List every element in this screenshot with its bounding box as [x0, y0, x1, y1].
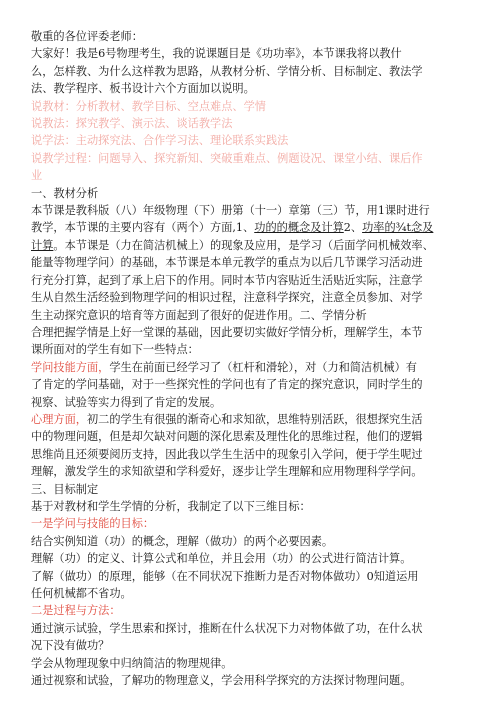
text-line: [31, 63, 469, 80]
text-line: [31, 394, 469, 411]
text-line: [31, 463, 469, 480]
text-line: [31, 289, 469, 306]
text-segment: 合理把握学情是上好一堂课的基础，因此要切实做好学情分析，理解学生，本节: [31, 325, 423, 339]
text-line: [31, 585, 469, 602]
text-segment: 么，怎样教、为什么这样教为思路，从教材分析、学情分析、目标制定、教法学: [31, 64, 423, 78]
text-segment: 课所面对的学生有如下一些特点：: [31, 343, 199, 357]
text-segment: 理解（功）的定义、计算公式和单位，并且会用（功）的公式进行简洁计算。: [31, 552, 412, 566]
text-line: [31, 498, 469, 515]
text-segment: 2、: [343, 221, 363, 235]
text-line: [31, 272, 469, 289]
text-segment: 通过演示试验，学生思索和探讨，推断在什么状况下力对物体做了功，在什么状: [31, 621, 423, 635]
text-line: [31, 446, 469, 463]
text-segment: 。本节课是（力在简洁机械上）的现象及应用，是学习（后面学问机械效率、: [53, 238, 434, 252]
text-segment: 理解，激发学生的求知欲望和学科爱好，逐步让学生理解和应用物理科学学问。: [31, 465, 423, 479]
text-segment: 任何机械都不省功。: [31, 587, 132, 600]
text-segment: 学会从物理现象中归纳简洁的物理规律。: [31, 656, 233, 670]
text-segment: 通过视察和试验，了解功的物理意义，学会用科学探究的方法探讨物理问题。: [31, 674, 412, 688]
text-line: [31, 602, 469, 619]
text-line: [31, 167, 469, 184]
text-segment: 一是学问与技能的目标：: [31, 517, 155, 531]
text-line: [31, 254, 469, 271]
text-line: [31, 428, 469, 445]
text-segment: 生主动探究意识的培育等方面起到了很好的促进作用。二、学情分析: [31, 308, 367, 322]
text-line: [31, 550, 469, 567]
text-segment: 结合实例知道（功）的概念，理解（做功）的两个必要因素。: [31, 534, 334, 548]
text-line: [31, 132, 469, 149]
text-segment: 学问技能方面，: [31, 360, 110, 374]
text-segment: 能量等物理学问）的基础，本节课是本单元教学的重点为以后几节课学习活动进: [31, 256, 423, 270]
text-segment: 一、教材分析: [31, 186, 99, 200]
text-line: [31, 324, 469, 341]
text-line: [31, 620, 469, 637]
text-line: [31, 115, 469, 132]
text-line: [31, 45, 469, 62]
text-line: [31, 307, 469, 324]
text-segment: 功的的概念及计算: [254, 221, 344, 235]
text-line: [31, 481, 469, 498]
text-line: [31, 568, 469, 585]
text-line: [31, 655, 469, 672]
text-segment: 中的物理问题，但是却欠缺对问题的深化思索及理性化的思维过程，他们的逻辑: [31, 430, 423, 444]
text-segment: 况下没有做功？: [31, 639, 110, 653]
text-segment: 了肯定的学问基础，对于一些探究性的学问也有了肯定的探究意识，同时学生的: [31, 378, 423, 392]
text-segment: 生从自然生活经验到物理学问的相识过程，注意科学探究，注意全员参加、对学: [31, 291, 423, 305]
text-line: [31, 80, 469, 97]
text-segment: 学生在前面已经学习了（杠杆和滑轮），对（力和简洁机械）有: [109, 360, 417, 374]
text-segment: 敬重的各位评委老师：: [31, 30, 143, 43]
text-segment: 法、教学程序、板书设计六个方面加以说明。: [31, 82, 255, 96]
text-segment: 大家好！我是6号物理考生，我的说课题目是《功功率》，本节课我将以教什: [31, 47, 402, 61]
text-line: [31, 150, 469, 167]
text-segment: 计算: [31, 238, 54, 252]
text-segment: 功率的¾t念及: [362, 221, 434, 235]
text-line: [31, 376, 469, 393]
text-line: [31, 672, 469, 689]
text-line: [31, 219, 469, 236]
text-segment: 说教材：分析教材、教学目标、空点难点、学情: [31, 99, 266, 113]
text-line: [31, 28, 469, 45]
text-segment: 基于对教材和学生学情的分析，我制定了以下三维目标：: [31, 499, 311, 513]
text-line: [31, 533, 469, 550]
text-segment: 本节课是教科版（八）年级物理（下）册第（十一）章第（三）节，用1课时进行: [31, 204, 430, 218]
text-segment: 了解（做功）的原理，能够（在不同状况下推断力是否对物体做功）0知道运用: [31, 569, 419, 583]
text-segment: 二是过程与方法：: [31, 604, 121, 618]
text-line: [31, 185, 469, 202]
text-segment: 说教学过程：问题导入、探究新知、突破重难点、例题设况、课堂小结、课后作: [31, 151, 423, 165]
text-line: [31, 359, 469, 376]
text-line: [31, 637, 469, 654]
text-segment: 说学法：主动探究法、合作学习法、理论联系实践法: [31, 134, 289, 148]
text-segment: 三、目标制定: [31, 482, 99, 496]
text-line: [31, 98, 469, 115]
text-segment: 心理方面，: [31, 412, 87, 426]
text-segment: 说教法：探究教学、演示法、谈话教学法: [31, 117, 233, 131]
text-segment: 思维尚且还须要阅历支持，因此我以学生生活中的现象引入学问，便于学生呢过: [31, 447, 423, 461]
text-line: [31, 411, 469, 428]
text-line: [31, 237, 469, 254]
text-segment: 视察、试验等实力得到了肯定的发展。: [31, 395, 222, 409]
text-line: [31, 202, 469, 219]
text-segment: 业: [31, 169, 43, 183]
text-segment: 教学，本节课的主要内容有（两个）方面,1、: [31, 221, 255, 235]
text-segment: 行充分打算，起到了承上启下的作用。同时本节内容贴近生活贴近实际，注意学: [31, 273, 423, 287]
text-line: [31, 341, 469, 358]
text-line: [31, 515, 469, 532]
text-segment: 初二的学生有很强的渐奇心和求知欲，思维特别活跃，很想探究生活: [86, 412, 423, 426]
